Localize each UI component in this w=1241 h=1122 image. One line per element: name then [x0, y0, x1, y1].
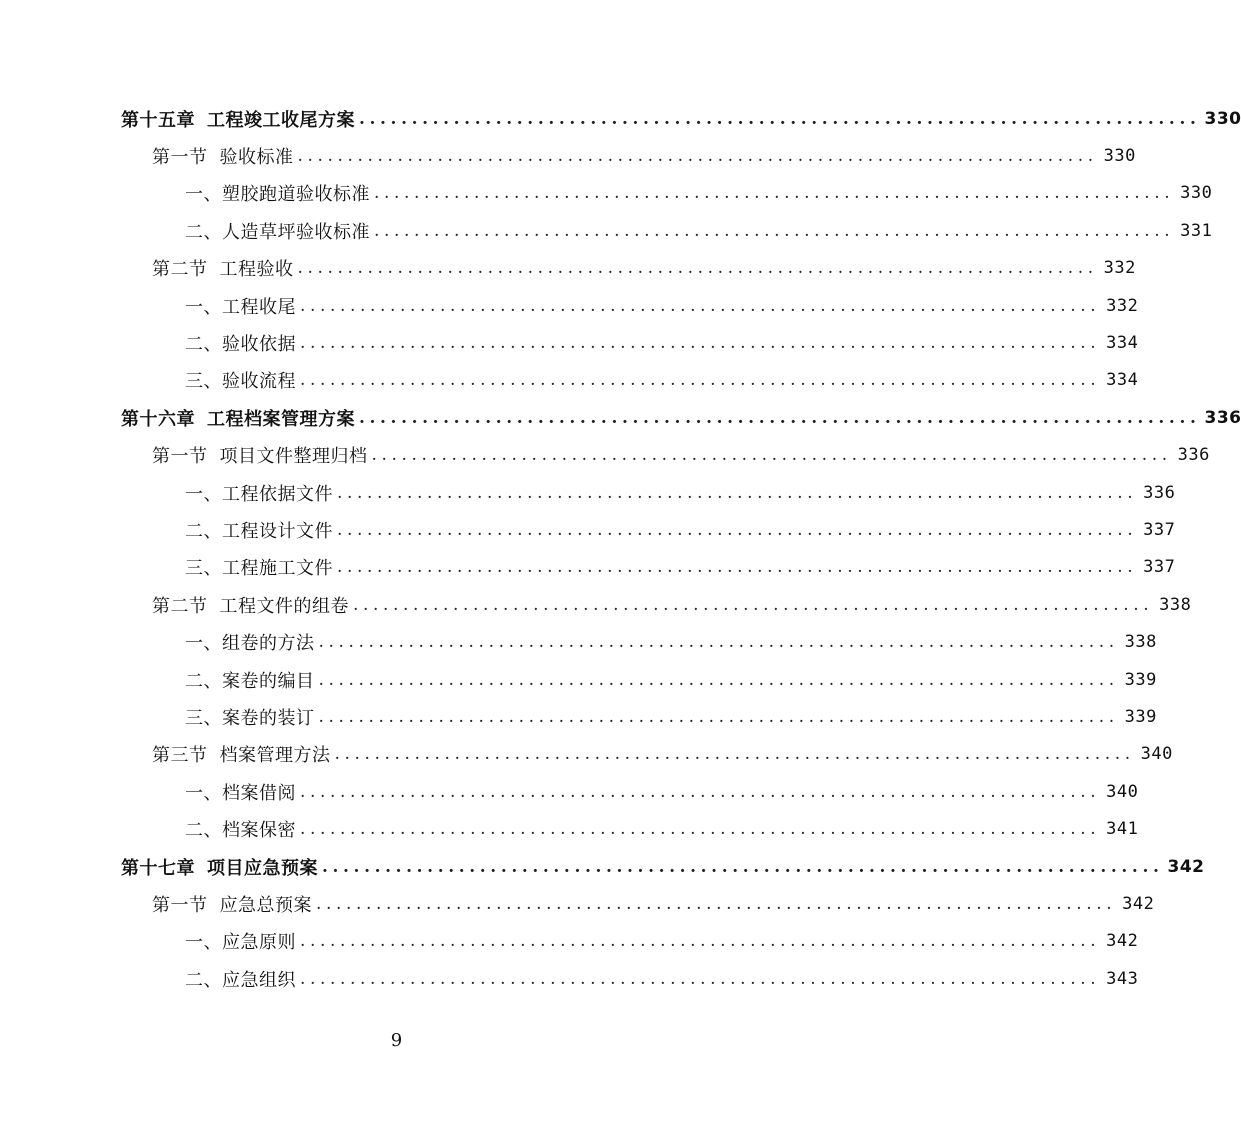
- toc-dot-leader: ................................................................................: [337, 519, 1138, 540]
- toc-entry-text: 工程收尾: [222, 296, 296, 318]
- toc-entry-number: 第一节: [152, 894, 208, 916]
- toc-entry-number: 三、: [185, 371, 222, 393]
- toc-entry-text: 档案借阅: [222, 782, 296, 804]
- toc-page-number: 332: [1106, 295, 1139, 316]
- toc-chapter-entry[interactable]: [0, 399, 1241, 436]
- toc-entry-number: 第二节: [152, 595, 208, 617]
- toc-entry-text: 人造草坪验收标准: [222, 221, 370, 243]
- toc-entry-text: 应急总预案: [219, 894, 312, 916]
- toc-entry-number: 二、: [185, 221, 222, 243]
- toc-entry-text: 案卷的编目: [222, 670, 315, 692]
- toc-dot-leader: ................................................................................: [371, 445, 1172, 466]
- toc-entry-number: 一、: [185, 296, 222, 318]
- toc-entry-number: 一、: [185, 633, 222, 655]
- toc-entry-title: [185, 966, 296, 992]
- toc-dot-leader: ................................................................................: [359, 407, 1201, 428]
- toc-page-number: 338: [1159, 594, 1192, 615]
- toc-subsection-entry[interactable]: [0, 549, 1176, 586]
- toc-entry-text: 验收标准: [219, 147, 294, 169]
- toc-entry-text: 塑胶跑道验收标准: [222, 184, 370, 206]
- toc-dot-leader: ................................................................................: [318, 669, 1119, 690]
- toc-entry-title: [185, 218, 370, 244]
- toc-entry-title: [185, 779, 296, 805]
- toc-subsection-entry[interactable]: [0, 175, 1213, 212]
- toc-entry-number: 第十五章: [121, 109, 195, 131]
- toc-page-number: 330: [1180, 183, 1213, 204]
- toc-entry-title: [121, 854, 318, 880]
- toc-page-number: 339: [1124, 706, 1157, 727]
- toc-subsection-entry[interactable]: [0, 324, 1139, 361]
- toc-entry-number: 一、: [185, 782, 222, 804]
- toc-entry-title: [185, 704, 315, 730]
- toc-entry-title: [121, 106, 355, 132]
- toc-section-entry[interactable]: [0, 437, 1210, 474]
- toc-entry-text: 工程设计文件: [222, 520, 333, 542]
- toc-page-number: 336: [1177, 445, 1210, 466]
- toc-dot-leader: ................................................................................: [337, 482, 1138, 503]
- toc-subsection-entry[interactable]: [0, 212, 1213, 249]
- toc-entry-text: 工程文件的组卷: [219, 595, 349, 617]
- toc-dot-leader: ................................................................................: [359, 108, 1201, 129]
- toc-subsection-entry[interactable]: [0, 960, 1139, 997]
- toc-entry-number: 三、: [185, 558, 222, 580]
- toc-entry-title: [152, 143, 294, 169]
- toc-dot-leader: ................................................................................: [316, 893, 1117, 914]
- toc-page-number: 341: [1106, 819, 1139, 840]
- toc-entry-title: [185, 330, 296, 356]
- toc-section-entry[interactable]: [0, 586, 1192, 623]
- toc-entry-text: 组卷的方法: [222, 633, 315, 655]
- toc-page-number: 330: [1103, 146, 1136, 167]
- toc-dot-leader: ................................................................................: [374, 183, 1175, 204]
- toc-section-entry[interactable]: [0, 736, 1173, 773]
- toc-entry-number: 第十七章: [121, 857, 195, 879]
- table-of-contents: [0, 100, 1241, 997]
- toc-page-number: 336: [1204, 407, 1241, 428]
- toc-dot-leader: ................................................................................: [300, 781, 1101, 802]
- toc-dot-leader: ................................................................................: [300, 819, 1101, 840]
- toc-page-number: 334: [1106, 370, 1139, 391]
- toc-entry-number: 第十六章: [121, 408, 195, 430]
- toc-entry-title: [185, 629, 315, 655]
- toc-page-number: 338: [1124, 632, 1157, 653]
- toc-entry-text: 档案保密: [222, 820, 296, 842]
- toc-subsection-entry[interactable]: [0, 287, 1139, 324]
- toc-entry-title: [152, 592, 349, 618]
- toc-page-number: 334: [1106, 333, 1139, 354]
- page-number: 9: [390, 1030, 403, 1051]
- toc-subsection-entry[interactable]: [0, 698, 1157, 735]
- toc-entry-text: 工程档案管理方案: [207, 408, 355, 430]
- toc-section-entry[interactable]: [0, 250, 1136, 287]
- toc-section-entry[interactable]: [0, 137, 1136, 174]
- toc-entry-number: 三、: [185, 707, 222, 729]
- toc-entry-title: [152, 741, 331, 767]
- toc-subsection-entry[interactable]: [0, 474, 1176, 511]
- toc-entry-title: [185, 367, 296, 393]
- toc-entry-title: [121, 405, 355, 431]
- toc-page-number: 332: [1103, 258, 1136, 279]
- toc-entry-title: [185, 180, 370, 206]
- toc-page-number: 330: [1204, 108, 1241, 129]
- toc-dot-leader: ................................................................................: [374, 220, 1175, 241]
- toc-entry-title: [185, 816, 296, 842]
- toc-page-number: 337: [1143, 519, 1176, 540]
- toc-entry-number: 第一节: [152, 147, 208, 169]
- toc-entry-number: 二、: [185, 670, 222, 692]
- toc-dot-leader: ................................................................................: [353, 594, 1154, 615]
- toc-dot-leader: ................................................................................: [300, 295, 1101, 316]
- toc-entry-text: 档案管理方法: [219, 745, 331, 767]
- toc-entry-text: 工程依据文件: [222, 483, 333, 505]
- toc-entry-title: [185, 928, 296, 954]
- toc-chapter-entry[interactable]: [0, 100, 1241, 137]
- toc-entry-number: 二、: [185, 334, 222, 356]
- toc-dot-leader: ................................................................................: [297, 146, 1098, 167]
- toc-entry-number: 一、: [185, 932, 222, 954]
- toc-subsection-entry[interactable]: [0, 923, 1139, 960]
- toc-page-number: 343: [1106, 968, 1139, 989]
- toc-subsection-entry[interactable]: [0, 362, 1139, 399]
- toc-entry-text: 工程竣工收尾方案: [207, 109, 355, 131]
- toc-subsection-entry[interactable]: [0, 623, 1157, 660]
- toc-entry-text: 工程施工文件: [222, 558, 333, 580]
- toc-page-number: 339: [1124, 669, 1157, 690]
- toc-dot-leader: ................................................................................: [337, 557, 1138, 578]
- toc-entry-number: 第二节: [152, 259, 208, 281]
- toc-entry-number: 二、: [185, 820, 222, 842]
- toc-page-number: 342: [1106, 931, 1139, 952]
- toc-page-number: 336: [1143, 482, 1176, 503]
- toc-entry-text: 项目应急预案: [207, 857, 318, 879]
- toc-entry-title: [185, 667, 315, 693]
- toc-page-number: 331: [1180, 220, 1213, 241]
- toc-subsection-entry[interactable]: [0, 661, 1157, 698]
- toc-dot-leader: ................................................................................: [297, 258, 1098, 279]
- toc-section-entry[interactable]: [0, 885, 1155, 922]
- toc-entry-text: 应急组织: [222, 969, 296, 991]
- toc-subsection-entry[interactable]: [0, 511, 1176, 548]
- toc-chapter-entry[interactable]: [0, 848, 1205, 885]
- toc-entry-title: [152, 255, 294, 281]
- toc-entry-number: 一、: [185, 483, 222, 505]
- toc-entry-text: 工程验收: [219, 259, 294, 281]
- toc-entry-title: [152, 442, 368, 468]
- toc-page-number: 342: [1167, 856, 1205, 877]
- toc-entry-title: [185, 517, 333, 543]
- toc-entry-text: 验收依据: [222, 334, 296, 356]
- toc-dot-leader: ................................................................................: [300, 931, 1101, 952]
- toc-entry-text: 案卷的装订: [222, 707, 315, 729]
- toc-dot-leader: ................................................................................: [334, 744, 1135, 765]
- toc-dot-leader: ................................................................................: [318, 706, 1119, 727]
- toc-page-number: 340: [1140, 744, 1173, 765]
- toc-entry-number: 二、: [185, 520, 222, 542]
- toc-entry-title: [185, 480, 333, 506]
- toc-entry-text: 项目文件整理归档: [219, 446, 368, 468]
- toc-page-number: 342: [1122, 893, 1155, 914]
- toc-entry-text: 应急原则: [222, 932, 296, 954]
- toc-entry-number: 二、: [185, 969, 222, 991]
- toc-entry-number: 第一节: [152, 446, 208, 468]
- toc-dot-leader: ................................................................................: [322, 856, 1164, 877]
- toc-dot-leader: ................................................................................: [300, 370, 1101, 391]
- toc-entry-number: 第三节: [152, 745, 208, 767]
- toc-entry-title: [152, 891, 312, 917]
- toc-subsection-entry[interactable]: [0, 773, 1139, 810]
- toc-page-number: 337: [1143, 557, 1176, 578]
- toc-entry-title: [185, 554, 333, 580]
- toc-entry-title: [185, 293, 296, 319]
- toc-page-number: 340: [1106, 781, 1139, 802]
- toc-dot-leader: ................................................................................: [318, 632, 1119, 653]
- toc-entry-text: 验收流程: [222, 371, 296, 393]
- toc-entry-number: 一、: [185, 184, 222, 206]
- toc-subsection-entry[interactable]: [0, 810, 1139, 847]
- toc-dot-leader: ................................................................................: [300, 333, 1101, 354]
- toc-dot-leader: ................................................................................: [300, 968, 1101, 989]
